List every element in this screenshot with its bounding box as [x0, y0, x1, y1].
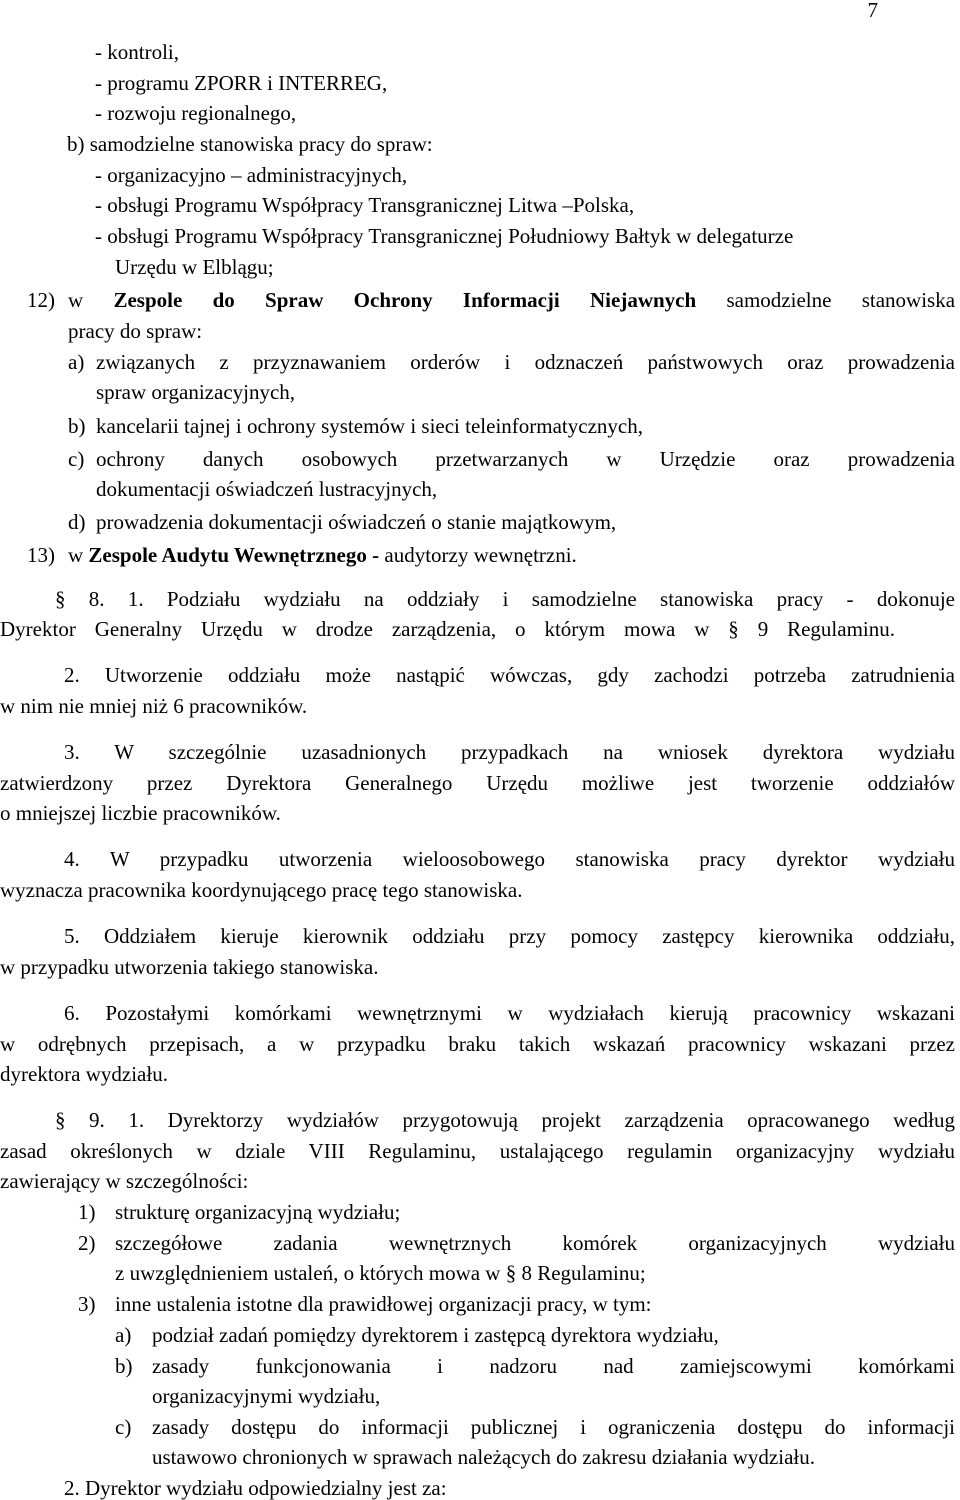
paragraph-line: 2. Utworzenie oddziału może nastąpić wówczas, gdy zachodzi potrzeba zatrudnienia — [64, 663, 955, 687]
paragraph-line: 3. W szczególnie uzasadnionych przypadkach na wniosek dyrektora wydziału — [64, 740, 955, 764]
item-label: c) — [68, 447, 85, 471]
list-item: związanych z przyznawaniem orderów i odznaczeń państwowych oraz prowadzenia — [96, 350, 955, 374]
item-text: w — [68, 288, 84, 312]
list-item: spraw organizacyjnych, — [96, 380, 296, 404]
item-label: d) — [68, 510, 86, 534]
list-item: prowadzenia dokumentacji oświadczeń o stanie majątkowym, — [96, 510, 617, 534]
list-item: zasady dostępu do informacji publicznej i ograniczenia dostępu do informacji — [152, 1415, 955, 1439]
list-item: z uwzględnieniem ustaleń, o których mowa w § 8 Regulaminu; — [115, 1261, 646, 1285]
paragraph-line: w odrębnych przepisach, a w przypadku braku takich wskazań pracownicy wskazani przez — [0, 1032, 955, 1056]
item-heading: Zespole Audytu Wewnętrznego - — [88, 543, 380, 567]
paragraph-line: o mniejszej liczbie pracowników. — [0, 801, 281, 825]
item-number: 13) — [27, 543, 55, 567]
list-item: organizacyjnymi wydziału, — [152, 1384, 381, 1408]
paragraph-line: wyznacza pracownika koordynującego pracę tego stanowiska. — [0, 878, 523, 902]
paragraph-line: w nim nie mniej niż 6 pracowników. — [0, 694, 308, 718]
list-item: - kontroli, — [95, 40, 179, 64]
item-label: a) — [68, 350, 85, 374]
paragraph-line: dyrektora wydziału. — [0, 1062, 168, 1086]
paragraph-line: w przypadku utworzenia takiego stanowiska. — [0, 955, 379, 979]
paragraph-line: Dyrektor Generalny Urzędu w drodze zarządzenia, o którym mowa w § 9 Regulaminu. — [0, 617, 895, 641]
item-text: w — [68, 543, 84, 567]
list-item: dokumentacji oświadczeń lustracyjnych, — [96, 477, 438, 501]
item-text: audytorzy wewnętrzni. — [384, 543, 577, 567]
list-item: b) samodzielne stanowiska pracy do spraw: — [67, 132, 433, 156]
paragraph-line: zatwierdzony przez Dyrektora Generalnego Urzędu możliwe jest tworzenie oddziałów — [0, 771, 955, 795]
paragraph-line: 6. Pozostałymi komórkami wewnętrznymi w wydziałach kierują pracownicy wskazani — [64, 1001, 955, 1025]
list-item: kancelarii tajnej i ochrony systemów i sieci teleinformatycznych, — [96, 414, 643, 438]
item-label: b) — [68, 414, 86, 438]
paragraph-line: zasad określonych w dziale VIII Regulaminu, ustalającego regulamin organizacyjny wydziału — [0, 1139, 955, 1163]
list-item: - programu ZPORR i INTERREG, — [95, 71, 388, 95]
page-number: 7 — [867, 0, 878, 22]
list-item: strukturę organizacyjną wydziału; — [115, 1200, 401, 1224]
paragraph-line: 2. Dyrektor wydziału odpowiedzialny jest za: — [64, 1476, 447, 1500]
list-item: Urzędu w Elblągu; — [115, 255, 274, 279]
item-number: 2) — [78, 1231, 96, 1255]
list-item: - rozwoju regionalnego, — [95, 101, 297, 125]
list-item: - obsługi Programu Współpracy Transgranicznej Południowy Bałtyk w delegaturze — [95, 224, 794, 248]
list-item — [68, 543, 577, 567]
paragraph-line: 4. W przypadku utworzenia wieloosobowego stanowiska pracy dyrektor wydziału — [64, 847, 955, 871]
list-item: pracy do spraw: — [68, 319, 203, 343]
item-number: 12) — [27, 288, 55, 312]
list-item: - obsługi Programu Współpracy Transgranicznej Litwa –Polska, — [95, 193, 635, 217]
list-item: szczegółowe zadania wewnętrznych komórek organizacyjnych wydziału — [115, 1231, 955, 1255]
list-item: zasady funkcjonowania i nadzoru nad zamiejscowymi komórkami — [152, 1354, 955, 1378]
item-text: samodzielne stanowiska — [726, 288, 956, 312]
item-heading: Zespole do Spraw Ochrony Informacji Niejawnych — [113, 288, 697, 312]
item-label: a) — [115, 1323, 132, 1347]
paragraph-line: § 8. 1. Podziału wydziału na oddziały i samodzielne stanowiska pracy - dokonuje — [55, 587, 955, 611]
list-item: - organizacyjno – administracyjnych, — [95, 163, 408, 187]
list-item: inne ustalenia istotne dla prawidłowej organizacji pracy, w tym: — [115, 1292, 652, 1316]
paragraph-line: zawierający w szczególności: — [0, 1169, 249, 1193]
paragraph-line: 5. Oddziałem kieruje kierownik oddziału przy pomocy zastępcy kierownika oddziału, — [64, 924, 955, 948]
list-item: podział zadań pomiędzy dyrektorem i zastępcą dyrektora wydziału, — [152, 1323, 719, 1347]
list-item — [68, 288, 955, 312]
item-label: c) — [115, 1415, 132, 1439]
item-number: 1) — [78, 1200, 96, 1224]
item-label: b) — [115, 1354, 133, 1378]
paragraph-line: § 9. 1. Dyrektorzy wydziałów przygotowują projekt zarządzenia opracowanego według — [55, 1108, 955, 1132]
list-item: ochrony danych osobowych przetwarzanych w Urzędzie oraz prowadzenia — [96, 447, 955, 471]
item-number: 3) — [78, 1292, 96, 1316]
list-item: ustawowo chronionych w sprawach należących do zakresu działania wydziału. — [152, 1445, 815, 1469]
